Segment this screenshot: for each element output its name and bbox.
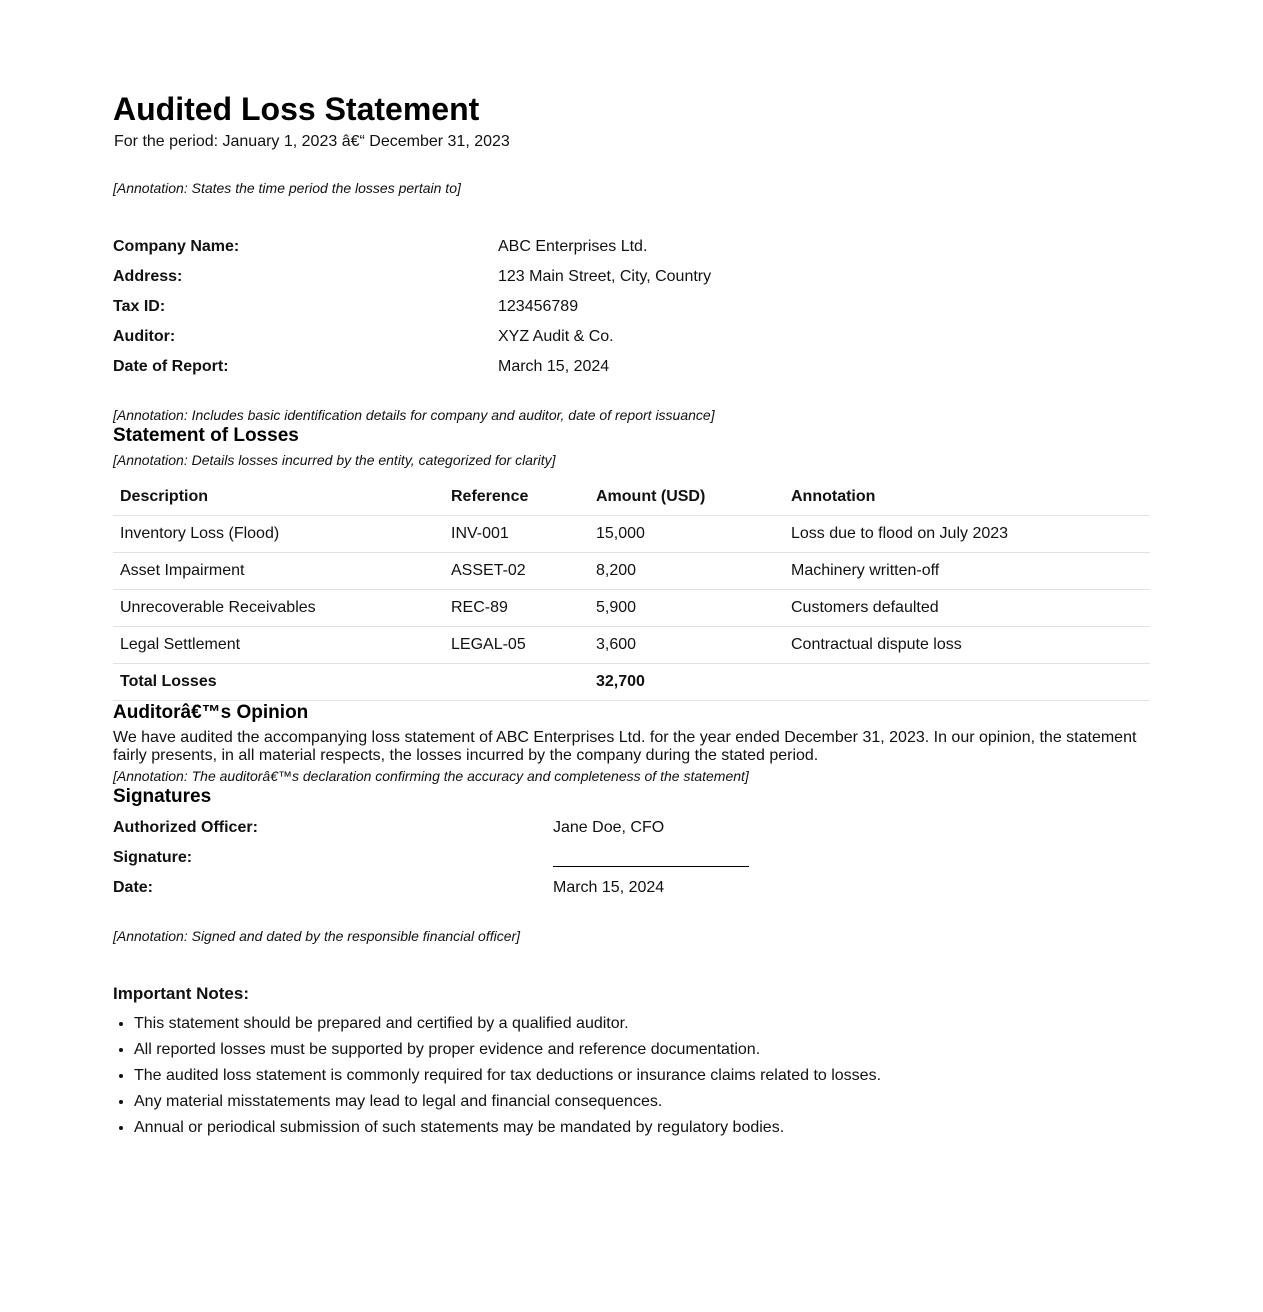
notes-list (113, 1011, 1150, 1141)
cell-amount: 3,600 (589, 627, 784, 664)
total-empty-cell (784, 664, 1150, 701)
opinion-annotation: [Annotation: The auditorâ€™s declaration confirming the accuracy and completeness of the statement] (113, 768, 749, 784)
cell-description: Legal Settlement (113, 627, 444, 664)
table-row (113, 590, 1150, 627)
cell-reference: ASSET-02 (444, 553, 589, 590)
cell-annotation: Contractual dispute loss (784, 627, 1150, 664)
page-title: Audited Loss Statement (113, 91, 480, 127)
info-label: Date of Report: (113, 358, 229, 375)
cell-description: Inventory Loss (Flood) (113, 516, 444, 553)
info-value: ABC Enterprises Ltd. (498, 238, 648, 255)
list-item: • Any material misstatements may lead to legal and financial consequences. (134, 1089, 1150, 1115)
cell-amount: 8,200 (589, 553, 784, 590)
info-row-address (113, 262, 711, 292)
losses-table (113, 479, 1150, 701)
period-annotation: [Annotation: States the time period the losses pertain to] (113, 180, 461, 196)
info-value: XYZ Audit & Co. (498, 328, 614, 345)
cell-description: Asset Impairment (113, 553, 444, 590)
cell-amount: 5,900 (589, 590, 784, 627)
notes-heading: Important Notes: (113, 984, 249, 1003)
signatures-table (113, 813, 749, 903)
cell-reference: LEGAL-05 (444, 627, 589, 664)
info-value: March 15, 2024 (498, 358, 610, 375)
cell-annotation: Loss due to flood on July 2023 (784, 516, 1150, 553)
cell-annotation: Machinery written-off (784, 553, 1150, 590)
info-label: Tax ID: (113, 298, 166, 315)
signature-row-date (113, 873, 749, 903)
list-item: • The audited loss statement is commonly required for tax deductions or insurance claims related to losses. (134, 1063, 1150, 1089)
list-item: • This statement should be prepared and certified by a qualified auditor. (134, 1011, 1150, 1037)
info-label: Address: (113, 268, 183, 285)
total-row (113, 664, 1150, 701)
opinion-text: We have audited the accompanying loss statement of ABC Enterprises Ltd. for the year ended December 31, 2023. In our opinion, the statement fairly presents, in all material respects, the losses incurred by the company during the stated period. (113, 729, 1137, 764)
info-label: Company Name: (113, 238, 240, 255)
losses-header-row (113, 479, 1150, 516)
total-label: Total Losses (113, 664, 444, 701)
column-header-reference: Reference (444, 479, 589, 516)
total-value: 32,700 (589, 664, 784, 701)
reporting-period: For the period: January 1, 2023 â€“ December 31, 2023 (114, 133, 510, 150)
table-row (113, 627, 1150, 664)
column-header-description: Description (113, 479, 444, 516)
losses-heading: Statement of Losses (113, 425, 299, 446)
date-value: March 15, 2024 (553, 879, 665, 896)
officer-value: Jane Doe, CFO (553, 819, 665, 836)
column-header-amount: Amount (USD) (589, 479, 784, 516)
signature-cell (553, 843, 749, 873)
officer-label: Authorized Officer: (113, 819, 258, 836)
list-item: • Annual or periodical submission of such statements may be mandated by regulatory bodies. (134, 1115, 1150, 1141)
info-row-auditor (113, 322, 711, 352)
losses-annotation: [Annotation: Details losses incurred by the entity, categorized for clarity] (113, 452, 556, 468)
opinion-heading: Auditorâ€™s Opinion (113, 702, 309, 723)
signatures-annotation: [Annotation: Signed and dated by the responsible financial officer] (113, 928, 521, 944)
signature-row-signature (113, 843, 749, 873)
cell-reference: INV-001 (444, 516, 589, 553)
company-info-annotation: [Annotation: Includes basic identification details for company and auditor, date of report issuance] (113, 407, 715, 423)
info-value: 123 Main Street, City, Country (498, 268, 712, 285)
info-value: 123456789 (498, 298, 579, 315)
table-row (113, 553, 1150, 590)
signatures-heading: Signatures (113, 786, 212, 807)
info-row-tax-id (113, 292, 711, 322)
cell-annotation: Customers defaulted (784, 590, 1150, 627)
signature-row-officer (113, 813, 749, 843)
info-row-date-of-report (113, 352, 711, 382)
cell-description: Unrecoverable Receivables (113, 590, 444, 627)
signature-line (553, 850, 749, 867)
table-row (113, 516, 1150, 553)
list-item: • All reported losses must be supported by proper evidence and reference documentation. (134, 1037, 1150, 1063)
cell-reference: REC-89 (444, 590, 589, 627)
cell-amount: 15,000 (589, 516, 784, 553)
info-label: Auditor: (113, 328, 176, 345)
company-info-table (113, 232, 711, 382)
column-header-annotation: Annotation (784, 479, 1150, 516)
info-row-company-name (113, 232, 711, 262)
total-empty-cell (444, 664, 589, 701)
signature-label: Signature: (113, 849, 193, 866)
date-label: Date: (113, 879, 154, 896)
